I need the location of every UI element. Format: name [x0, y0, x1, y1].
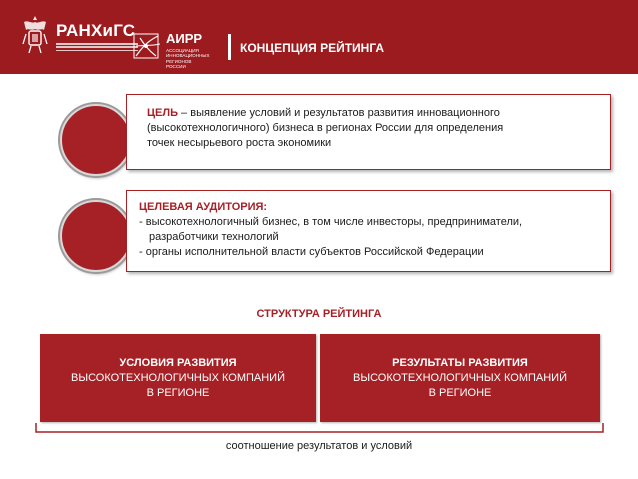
goal-text-line-3: точек несырьевого роста экономики	[147, 137, 332, 149]
results-box	[320, 334, 600, 422]
ranepa-emblem-icon	[20, 14, 50, 56]
conditions-box-line-2: ВЫСОКОТЕХНОЛОГИЧНЫХ КОМПАНИЙ	[71, 372, 285, 384]
audience-circle-bullet	[60, 200, 132, 272]
header-divider	[228, 34, 231, 60]
goal-text-line-1: ЦЕЛЬ – выявление условий и результатов развития инновационного	[147, 107, 500, 119]
airr-logo-subtitle: АССОЦИАЦИЯ ИННОВАЦИОННЫХ РЕГИОНОВ РОССИИ	[166, 48, 210, 70]
results-box-line-2: ВЫСОКОТЕХНОЛОГИЧНЫХ КОМПАНИЙ	[353, 372, 567, 384]
airr-logo-mark-icon	[132, 30, 164, 62]
goal-text-line-2: (высокотехнологичного) бизнеса в регионах России для определения	[147, 122, 504, 134]
structure-title: СТРУКТУРА РЕЙТИНГА	[256, 308, 382, 320]
ranepa-logo-text: РАНХиГС	[56, 21, 136, 40]
ranepa-logo-subtitle-lines	[56, 43, 138, 56]
airr-logo-text: АИРР	[166, 31, 203, 46]
conditions-box-line-3: В РЕГИОНЕ	[146, 387, 210, 399]
relation-caption: соотношение результатов и условий	[225, 440, 413, 452]
goal-card	[126, 94, 611, 170]
results-box-line-3: В РЕГИОНЕ	[428, 387, 492, 399]
goal-circle-bullet	[60, 104, 132, 176]
audience-label: ЦЕЛЕВАЯ АУДИТОРИЯ:	[139, 201, 268, 213]
audience-item-2: - органы исполнительной власти субъектов Российской Федерации	[139, 246, 484, 258]
goal-label: ЦЕЛЬ	[147, 107, 178, 119]
header-bar	[0, 0, 638, 74]
page-title: КОНЦЕПЦИЯ РЕЙТИНГА	[240, 41, 385, 55]
relation-bracket	[35, 422, 604, 440]
audience-item-1: - высокотехнологичный бизнес, в том числе инвесторы, предприниматели,	[139, 216, 523, 228]
audience-item-1-continued: разработчики технологий	[149, 231, 279, 243]
conditions-box	[40, 334, 316, 422]
results-box-title: РЕЗУЛЬТАТЫ РАЗВИТИЯ	[392, 357, 528, 369]
audience-card	[126, 190, 611, 272]
conditions-box-title: УСЛОВИЯ РАЗВИТИЯ	[119, 357, 237, 369]
